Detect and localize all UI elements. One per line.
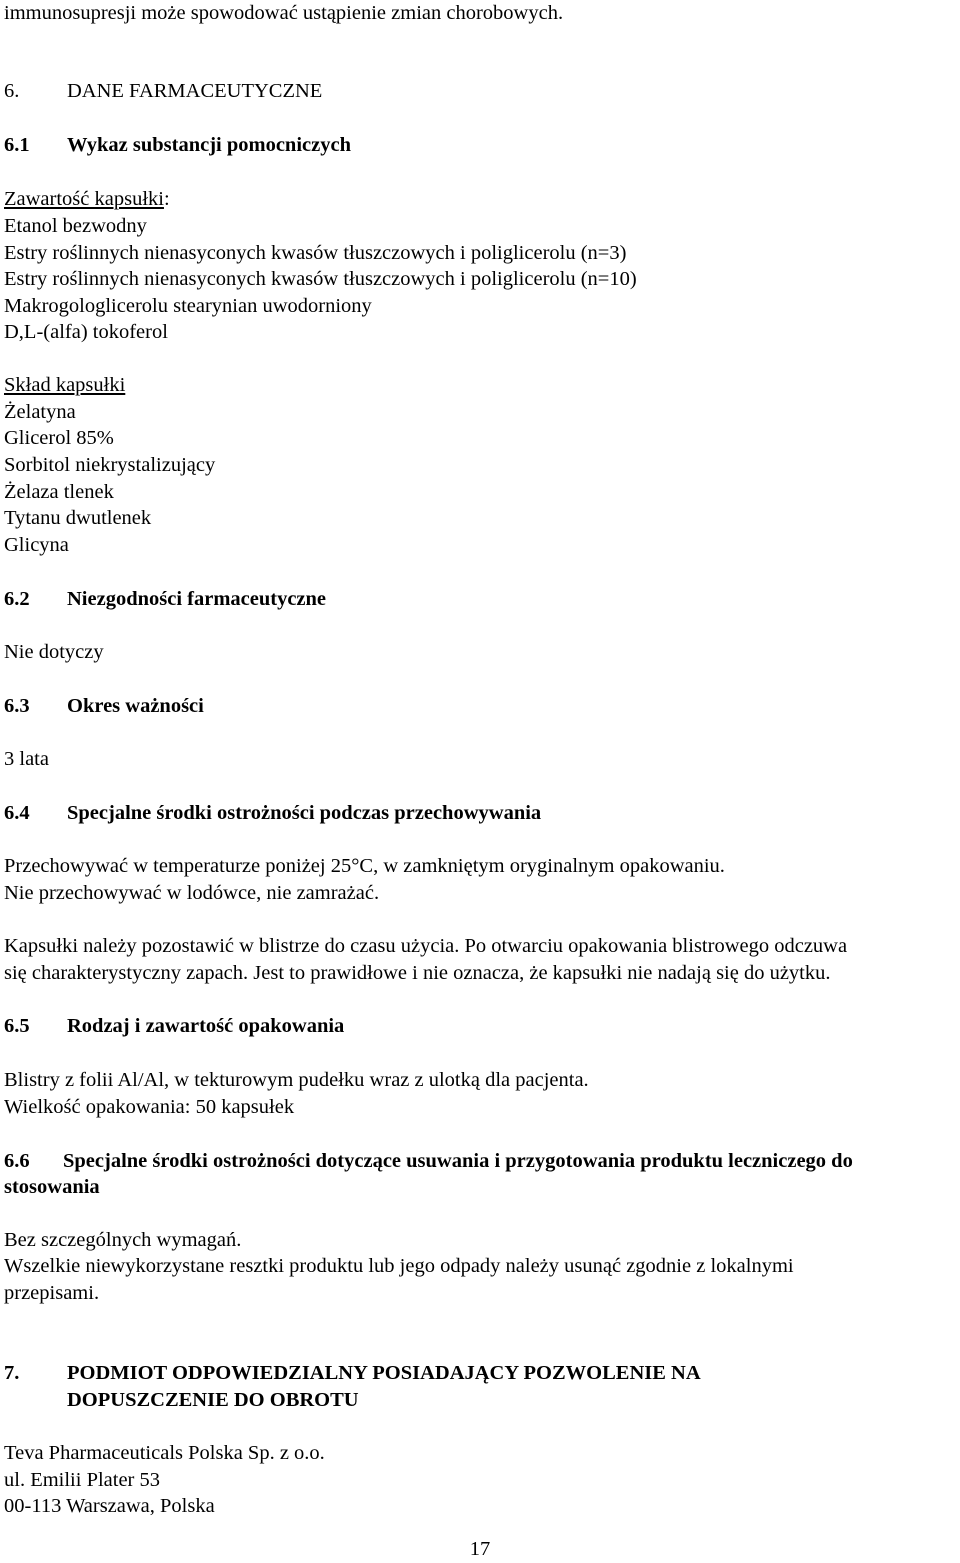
section-6-6-heading (4, 1148, 853, 1175)
excipient-item: D,L-(alfa) tokoferol (4, 321, 168, 343)
section-6-5-title: Rodzaj i zawartość opakowania (67, 1015, 345, 1037)
section-6-5-number: 6.5 (4, 1015, 30, 1037)
shell-item: Żelaza tlenek (4, 481, 114, 503)
section-7-title-line1: PODMIOT ODPOWIEDZIALNY POSIADAJĄCY POZWOLENIE NA (67, 1362, 701, 1384)
section-6-title: DANE FARMACEUTYCZNE (67, 80, 323, 102)
shell-item: Glicerol 85% (4, 427, 114, 449)
shell-item: Żelatyna (4, 401, 76, 423)
section-7-number: 7. (4, 1362, 20, 1384)
excipient-item: Estry roślinnych nienasyconych kwasów tłuszczowych i poliglicerolu (n=10) (4, 268, 637, 290)
paragraph-line: Bez szczególnych wymagań. (4, 1229, 242, 1251)
capsule-content-colon: : (163, 188, 170, 210)
section-7-heading (4, 1360, 701, 1387)
paragraph-line: Kapsułki należy pozostawić w blistrze do czasu użycia. Po otwarciu opakowania blistrowego odczuwa (4, 935, 848, 957)
section-6-6-title-line1: Specjalne środki ostrożności dotyczące usuwania i przygotowania produktu leczniczego do (63, 1150, 853, 1172)
section-6-heading (4, 78, 322, 105)
paragraph-line: Wszelkie niewykorzystane resztki produktu lub jego odpady należy usunąć zgodnie z lokalnymi (4, 1255, 794, 1277)
page-number: 17 (469, 1538, 491, 1560)
address-line: ul. Emilii Plater 53 (4, 1469, 161, 1491)
section-6-4-heading (4, 800, 541, 827)
section-7-title-line2: DOPUSZCZENIE DO OBROTU (67, 1389, 359, 1411)
section-6-3-heading (4, 693, 204, 720)
section-6-6-number: 6.6 (4, 1150, 30, 1172)
paragraph-line: Blistry z folii Al/Al, w tekturowym pudełku wraz z ulotką dla pacjenta. (4, 1069, 589, 1091)
section-6-1-heading (4, 132, 351, 159)
excipient-item: Makrogologlicerolu stearynian uwodorniony (4, 295, 372, 317)
excipient-item: Etanol bezwodny (4, 215, 147, 237)
section-6-2-title: Niezgodności farmaceutyczne (67, 588, 327, 610)
paragraph-line: Przechowywać w temperaturze poniżej 25°C, w zamkniętym oryginalnym opakowaniu. (4, 855, 725, 877)
section-6-1-title: Wykaz substancji pomocniczych (67, 134, 351, 156)
shell-item: Sorbitol niekrystalizujący (4, 454, 216, 476)
section-6-4-number: 6.4 (4, 802, 30, 824)
paragraph-line: przepisami. (4, 1282, 100, 1304)
capsule-shell-label: Skład kapsułki (4, 374, 126, 396)
section-6-2-heading (4, 586, 326, 613)
section-6-2-number: 6.2 (4, 588, 30, 610)
section-6-6-title-line2: stosowania (4, 1176, 100, 1198)
excipient-item: Estry roślinnych nienasyconych kwasów tłuszczowych i poliglicerolu (n=3) (4, 242, 627, 264)
shell-item: Tytanu dwutlenek (4, 507, 152, 529)
section-6-3-title: Okres ważności (67, 695, 204, 717)
shell-item: Glicyna (4, 534, 69, 556)
section-6-3-number: 6.3 (4, 695, 30, 717)
address-line: 00-113 Warszawa, Polska (4, 1495, 215, 1517)
section-6-5-heading (4, 1013, 344, 1040)
paragraph-line: się charakterystyczny zapach. Jest to prawidłowe i nie oznacza, że kapsułki nie nadają się do użytku. (4, 962, 831, 984)
capsule-content-heading (4, 186, 170, 213)
paragraph-line: Nie przechowywać w lodówce, nie zamrażać. (4, 882, 380, 904)
section-6-2-text: Nie dotyczy (4, 641, 104, 663)
paragraph-line: Wielkość opakowania: 50 kapsułek (4, 1096, 295, 1118)
section-6-1-number: 6.1 (4, 134, 30, 156)
section-6-number: 6. (4, 80, 20, 102)
section-6-4-title: Specjalne środki ostrożności podczas przechowywania (67, 802, 542, 824)
address-line: Teva Pharmaceuticals Polska Sp. z o.o. (4, 1442, 325, 1464)
capsule-content-label: Zawartość kapsułki (4, 188, 164, 210)
section-6-3-text: 3 lata (4, 748, 49, 770)
intro-line: immunosupresji może spowodować ustąpienie zmian chorobowych. (4, 2, 564, 24)
